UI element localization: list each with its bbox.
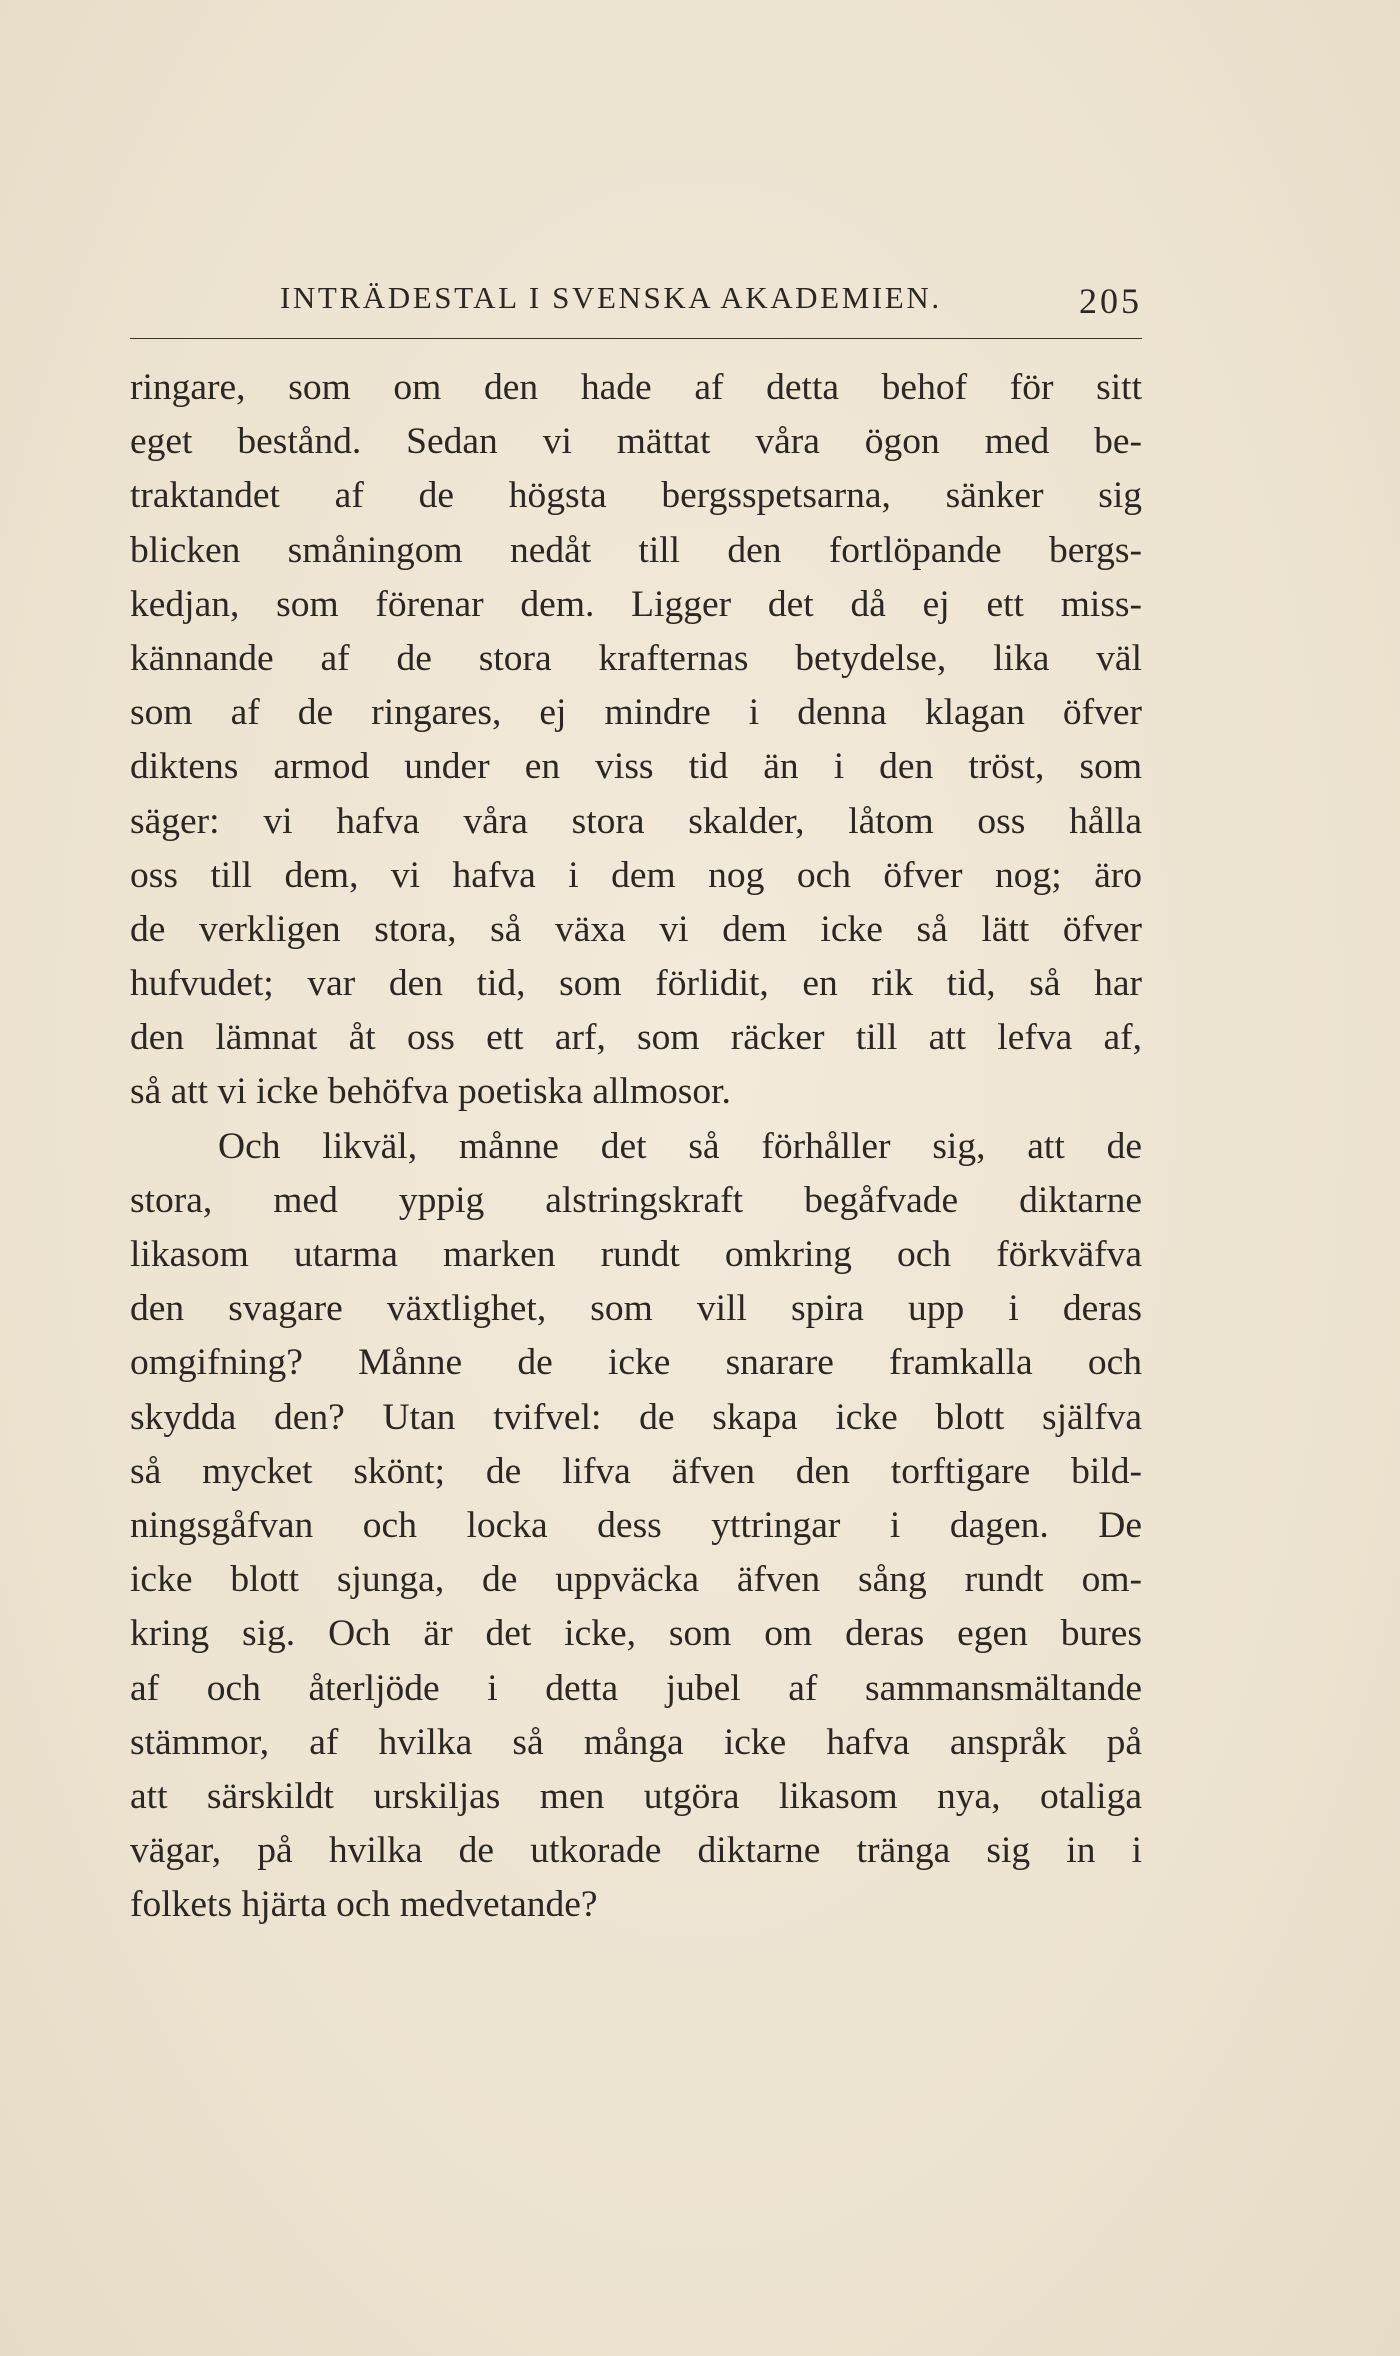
text-line: hufvudet; var den tid, som förlidit, en rik tid, så har [130,963,1142,1005]
text-line: vägar, på hvilka de utkorade diktarne tränga sig in i [130,1830,1142,1872]
text-line: eget bestånd. Sedan vi mättat våra ögon med be- [130,421,1142,463]
paragraph-end-line: folkets hjärta och medvetande? [130,1884,598,1926]
text-line: ningsgåfvan och locka dess yttringar i dagen. De [130,1504,1142,1546]
page-header [130,280,1142,330]
text-line: traktandet af de högsta bergsspetsarna, sänker sig [130,475,1142,517]
text-line: den lämnat åt oss ett arf, som räcker till att lefva af, [130,1017,1142,1059]
text-line: kännande af de stora krafternas betydelse, lika väl [130,637,1142,679]
body-text [130,361,1142,1932]
text-line: den svagare växtlighet, som vill spira upp i deras [130,1288,1142,1330]
text-line: som af de ringares, ej mindre i denna klagan öfver [130,692,1142,734]
text-line: kring sig. Och är det icke, som om deras egen bures [130,1613,1142,1655]
text-line: af och återljöde i detta jubel af sammansmältande [130,1667,1142,1709]
header-rule [130,338,1142,339]
paragraph-start-line: Och likväl, månne det så förhåller sig, att de [218,1125,1142,1167]
text-line: ringare, som om den hade af detta behof för sitt [130,367,1142,408]
text-line: att särskildt urskiljas men utgöra likasom nya, otaliga [130,1775,1142,1817]
text-line: icke blott sjunga, de uppväcka äfven sång rundt om- [130,1559,1142,1601]
text-line: så mycket skönt; de lifva äfven den torftigare bild- [130,1450,1142,1492]
text-line: stora, med yppig alstringskraft begåfvade diktarne [130,1179,1142,1221]
text-line: diktens armod under en viss tid än i den tröst, som [130,746,1142,788]
text-line: de verkligen stora, så växa vi dem icke så lätt öfver [130,908,1142,950]
text-line: säger: vi hafva våra stora skalder, låtom oss hålla [130,800,1142,842]
running-head: INTRÄDESTAL I SVENSKA AKADEMIEN. [280,280,942,315]
text-line: oss till dem, vi hafva i dem nog och öfver nog; äro [130,854,1142,896]
text-line: likasom utarma marken rundt omkring och förkväfva [130,1234,1142,1275]
paragraph-end-line: så att vi icke behöfva poetiska allmosor. [130,1071,731,1113]
text-line: blicken småningom nedåt till den fortlöpande bergs- [130,529,1142,571]
text-line: kedjan, som förenar dem. Ligger det då ej ett miss- [130,583,1142,625]
page-number: 205 [1079,281,1142,321]
text-line: stämmor, af hvilka så många icke hafva anspråk på [130,1721,1142,1763]
text-line: skydda den? Utan tvifvel: de skapa icke blott själfva [130,1396,1142,1438]
text-line: omgifning? Månne de icke snarare framkalla och [130,1342,1142,1384]
